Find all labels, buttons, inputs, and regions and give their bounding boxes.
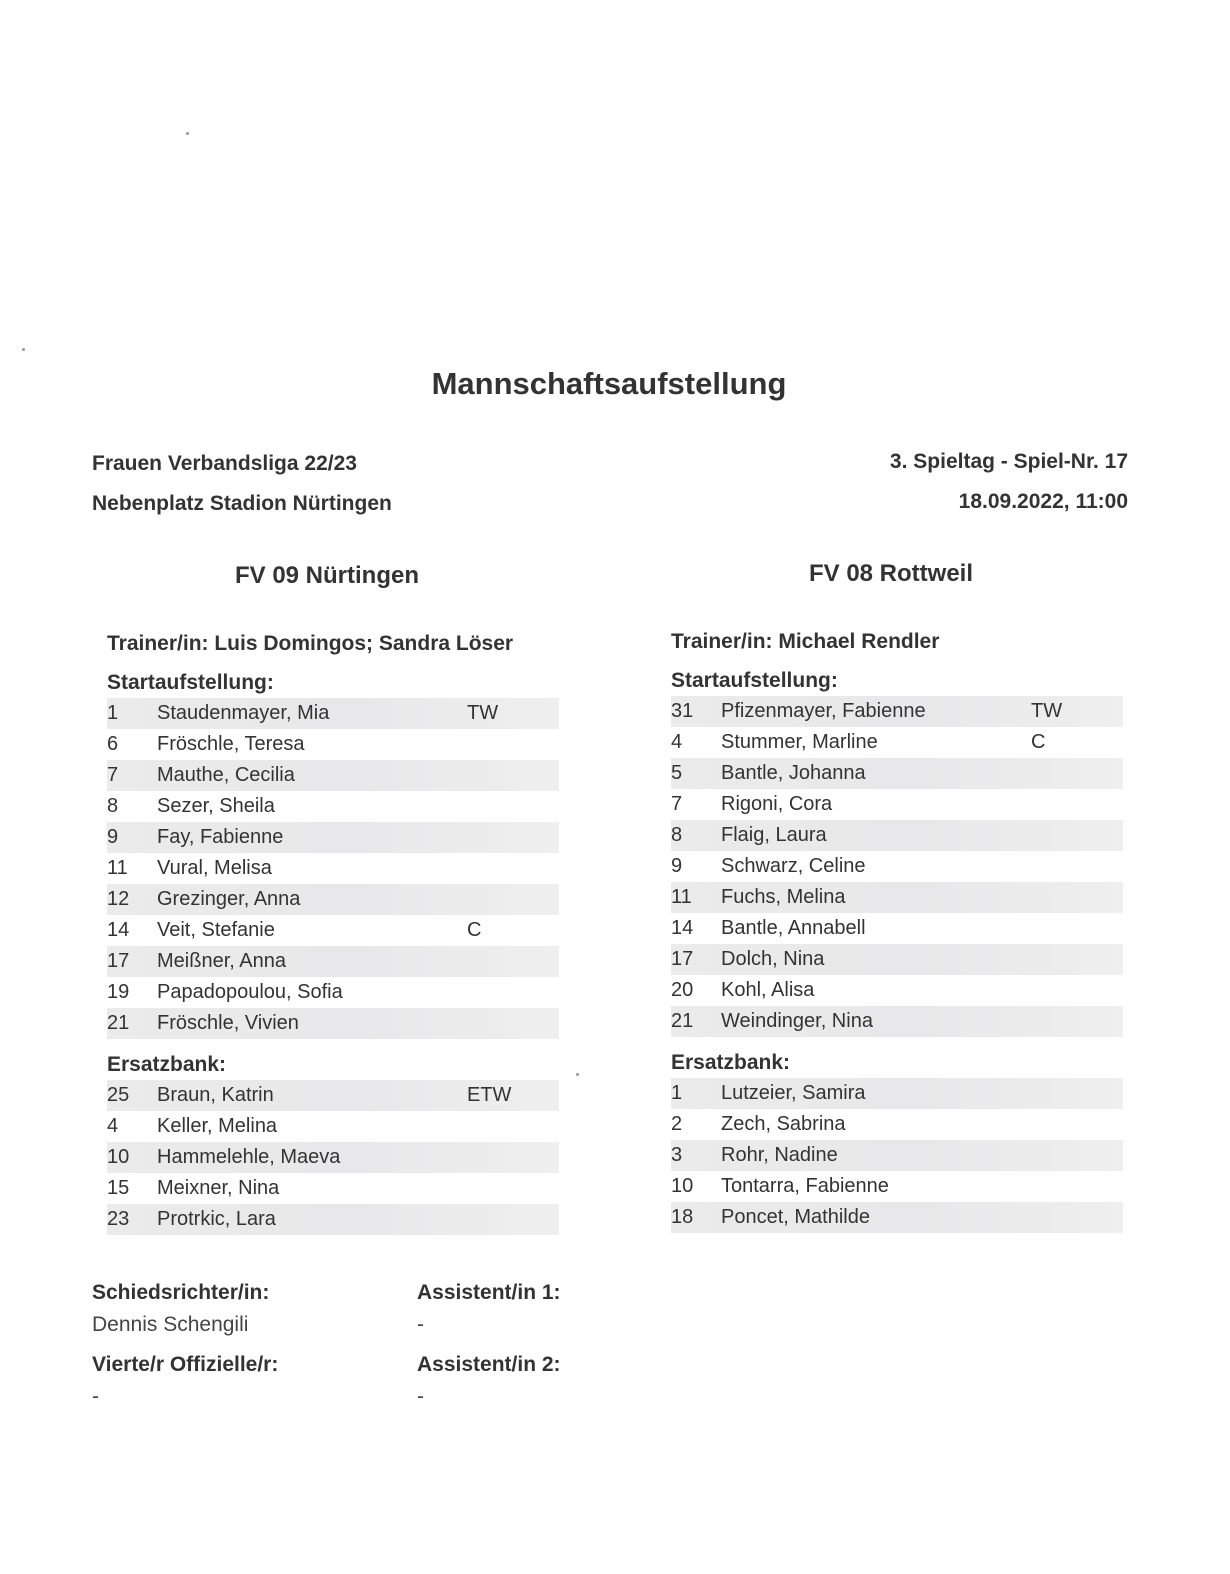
assistant2-label: Assistent/in 2:	[417, 1353, 561, 1376]
referee-value: Dennis Schengili	[92, 1313, 249, 1336]
player-number: 3	[671, 1144, 683, 1166]
player-row	[107, 1204, 559, 1235]
assistant1-block	[417, 1278, 561, 1342]
player-row	[671, 975, 1123, 1006]
player-number: 1	[107, 702, 119, 724]
player-number: 31	[671, 700, 694, 722]
player-row	[107, 884, 559, 915]
player-number: 14	[671, 917, 694, 939]
player-name: Grezinger, Anna	[157, 888, 301, 910]
away-start-label: Startaufstellung:	[671, 669, 838, 692]
player-name: Pfizenmayer, Fabienne	[721, 700, 926, 722]
scan-speck	[22, 348, 25, 351]
player-row	[107, 791, 559, 822]
player-row	[107, 698, 559, 729]
player-number: 7	[671, 793, 683, 815]
scan-speck	[186, 132, 189, 135]
player-name: Stummer, Marline	[721, 731, 878, 753]
player-row	[671, 820, 1123, 851]
player-number: 9	[107, 826, 119, 848]
player-name: Meixner, Nina	[157, 1177, 280, 1199]
player-row	[107, 977, 559, 1008]
player-number: 18	[671, 1206, 694, 1228]
player-role	[1031, 944, 1123, 975]
away-team-name: FV 08 Rottweil	[808, 560, 974, 587]
page-title: Mannschaftsaufstellung	[431, 366, 787, 401]
player-name: Fröschle, Teresa	[157, 733, 305, 755]
player-row	[671, 1140, 1123, 1171]
player-role	[467, 1008, 559, 1039]
player-row	[671, 944, 1123, 975]
assistant1-label: Assistent/in 1:	[417, 1281, 561, 1304]
player-name: Weindinger, Nina	[721, 1010, 873, 1032]
player-number: 9	[671, 855, 683, 877]
assistant2-block	[417, 1350, 561, 1414]
player-number: 7	[107, 764, 119, 786]
player-number: 21	[671, 1010, 694, 1032]
away-trainer: Trainer/in: Michael Rendler	[671, 630, 940, 653]
venue: Nebenplatz Stadion Nürtingen	[92, 492, 392, 515]
player-role	[1031, 1140, 1123, 1171]
player-row	[671, 758, 1123, 789]
fourth-official-block	[92, 1350, 278, 1414]
matchday: 3. Spieltag - Spiel-Nr. 17	[889, 450, 1128, 473]
home-trainer: Trainer/in: Luis Domingos; Sandra Löser	[107, 632, 514, 655]
player-role	[467, 822, 559, 853]
player-role	[467, 729, 559, 760]
player-number: 17	[107, 950, 130, 972]
player-role	[1031, 758, 1123, 789]
player-row	[107, 1142, 559, 1173]
player-row	[107, 1173, 559, 1204]
player-row	[671, 1078, 1123, 1109]
player-name: Protrkic, Lara	[157, 1208, 276, 1230]
away-team	[671, 630, 1123, 1233]
league: Frauen Verbandsliga 22/23	[92, 452, 357, 475]
away-bench-list	[671, 1078, 1123, 1233]
player-number: 8	[107, 795, 119, 817]
player-name: Lutzeier, Samira	[721, 1082, 866, 1104]
player-row	[671, 1202, 1123, 1233]
home-start-list	[107, 698, 559, 1039]
player-role: TW	[467, 702, 499, 724]
player-role	[467, 1204, 559, 1235]
away-start-list	[671, 696, 1123, 1037]
player-role	[1031, 913, 1123, 944]
player-role	[1031, 1078, 1123, 1109]
player-row	[671, 1006, 1123, 1037]
player-number: 6	[107, 733, 119, 755]
player-name: Braun, Katrin	[157, 1084, 274, 1106]
player-row	[671, 882, 1123, 913]
player-number: 21	[107, 1012, 130, 1034]
player-role: TW	[1031, 700, 1063, 722]
player-role: ETW	[467, 1084, 512, 1106]
away-bench-label: Ersatzbank:	[671, 1051, 791, 1074]
player-role	[467, 946, 559, 977]
scan-speck	[576, 1073, 579, 1076]
player-name: Meißner, Anna	[157, 950, 286, 972]
player-number: 15	[107, 1177, 130, 1199]
player-row	[107, 729, 559, 760]
player-name: Papadopoulou, Sofia	[157, 981, 343, 1003]
player-name: Staudenmayer, Mia	[157, 702, 330, 724]
player-role	[1031, 820, 1123, 851]
player-row	[671, 789, 1123, 820]
home-bench-list	[107, 1080, 559, 1235]
referee-block	[92, 1278, 269, 1342]
player-row	[671, 1171, 1123, 1202]
player-row	[107, 1080, 559, 1111]
player-number: 5	[671, 762, 683, 784]
player-name: Rohr, Nadine	[721, 1144, 838, 1166]
player-number: 8	[671, 824, 683, 846]
player-number: 10	[671, 1175, 694, 1197]
fourth-official-value: -	[92, 1385, 99, 1408]
player-row	[107, 1008, 559, 1039]
player-role	[467, 1142, 559, 1173]
player-number: 14	[107, 919, 130, 941]
player-name: Schwarz, Celine	[721, 855, 866, 877]
player-number: 25	[107, 1084, 130, 1106]
player-number: 10	[107, 1146, 130, 1168]
assistant1-value: -	[417, 1313, 424, 1336]
player-name: Fay, Fabienne	[157, 826, 284, 848]
player-role	[1031, 789, 1123, 820]
fourth-official-label: Vierte/r Offizielle/r:	[92, 1353, 279, 1376]
player-role	[467, 977, 559, 1008]
player-row	[107, 822, 559, 853]
player-role	[467, 760, 559, 791]
player-row	[671, 727, 1123, 758]
player-role	[467, 853, 559, 884]
player-role	[467, 1173, 559, 1204]
player-role	[1031, 882, 1123, 913]
player-role	[1031, 1109, 1123, 1140]
player-number: 20	[671, 979, 694, 1001]
match-datetime: 18.09.2022, 11:00	[958, 490, 1128, 513]
player-name: Vural, Melisa	[157, 857, 272, 879]
player-name: Kohl, Alisa	[721, 979, 815, 1001]
player-role: C	[467, 919, 482, 941]
player-name: Tontarra, Fabienne	[721, 1175, 889, 1197]
player-row	[671, 851, 1123, 882]
player-row	[107, 946, 559, 977]
player-role	[1031, 1171, 1123, 1202]
player-number: 4	[671, 731, 683, 753]
home-start-label: Startaufstellung:	[107, 671, 274, 694]
player-number: 4	[107, 1115, 119, 1137]
referee-label: Schiedsrichter/in:	[92, 1281, 270, 1304]
player-name: Poncet, Mathilde	[721, 1206, 870, 1228]
assistant2-value: -	[417, 1385, 424, 1408]
player-number: 11	[107, 857, 128, 879]
player-role	[467, 884, 559, 915]
player-row	[107, 760, 559, 791]
player-name: Fuchs, Melina	[721, 886, 846, 908]
player-role	[467, 791, 559, 822]
player-name: Rigoni, Cora	[721, 793, 833, 815]
player-name: Flaig, Laura	[721, 824, 827, 846]
player-role	[467, 1111, 559, 1142]
player-row	[107, 915, 559, 946]
player-role	[1031, 975, 1123, 1006]
player-name: Zech, Sabrina	[721, 1113, 846, 1135]
player-name: Bantle, Annabell	[721, 917, 866, 939]
player-number: 1	[671, 1082, 683, 1104]
player-number: 17	[671, 948, 694, 970]
player-number: 23	[107, 1208, 130, 1230]
player-row	[107, 853, 559, 884]
player-number: 19	[107, 981, 130, 1003]
home-bench-label: Ersatzbank:	[107, 1053, 227, 1076]
player-row	[671, 913, 1123, 944]
player-name: Bantle, Johanna	[721, 762, 866, 784]
home-team	[107, 632, 559, 1235]
player-role	[1031, 851, 1123, 882]
player-role: C	[1031, 731, 1046, 753]
player-role	[1031, 1202, 1123, 1233]
player-name: Keller, Melina	[157, 1115, 278, 1137]
player-number: 11	[671, 886, 692, 908]
home-team-name: FV 09 Nürtingen	[234, 562, 420, 589]
player-role	[1031, 1006, 1123, 1037]
player-name: Mauthe, Cecilia	[157, 764, 295, 786]
player-number: 12	[107, 888, 130, 910]
player-row	[107, 1111, 559, 1142]
player-name: Veit, Stefanie	[157, 919, 275, 941]
player-name: Sezer, Sheila	[157, 795, 275, 817]
player-name: Hammelehle, Maeva	[157, 1146, 341, 1168]
player-number: 2	[671, 1113, 683, 1135]
player-row	[671, 696, 1123, 727]
player-row	[671, 1109, 1123, 1140]
player-name: Dolch, Nina	[721, 948, 825, 970]
player-name: Fröschle, Vivien	[157, 1012, 299, 1034]
